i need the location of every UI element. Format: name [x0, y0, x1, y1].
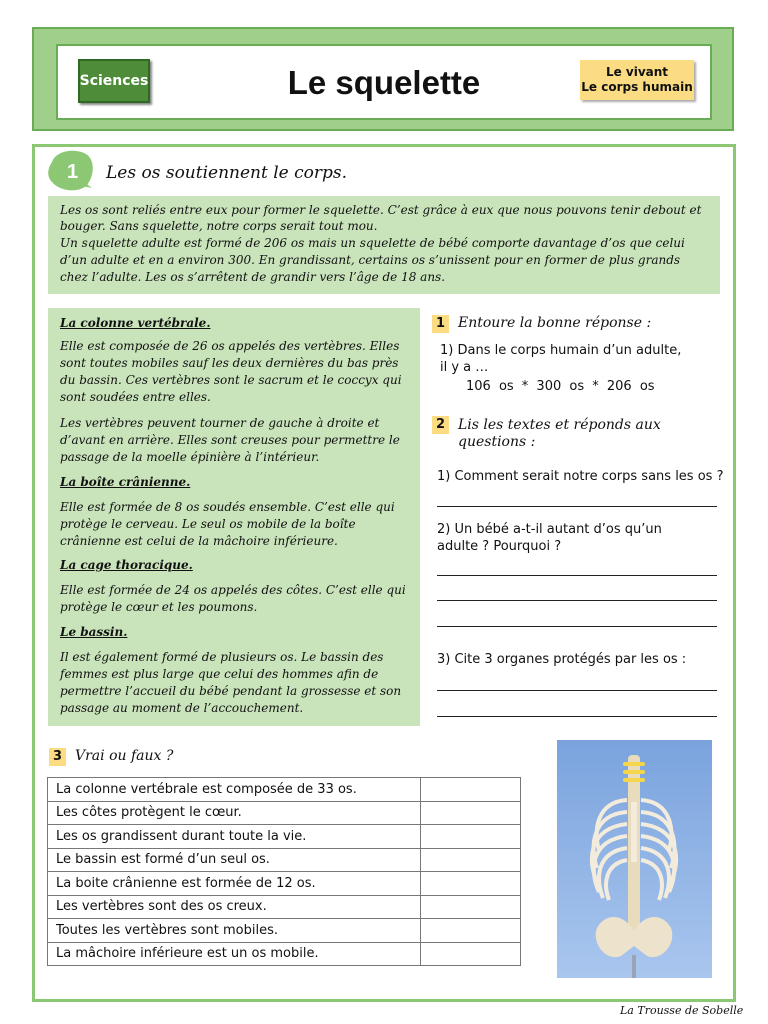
statement-cell: La colonne vertébrale est composée de 33 os.	[48, 778, 421, 802]
topic-badge	[580, 60, 694, 100]
info-heading-bassin: Le bassin.	[60, 625, 128, 639]
section-title: Les os soutiennent le corps.	[106, 163, 348, 183]
info-line: passage au moment de l’accouchement.	[60, 701, 304, 715]
info-line: crânienne est celui de la mâchoire inférieure.	[60, 534, 338, 548]
page-title: Le squelette	[287, 64, 481, 101]
exercise-2-question-3: 3) Cite 3 organes protégés par les os :	[437, 652, 687, 667]
section-number-splash-icon	[46, 148, 96, 192]
info-line: permettre l’accueil du bébé pendant la grossesse et son	[60, 684, 402, 698]
exercise-number-badge: 1	[432, 315, 449, 333]
info-line: sont toutes mobiles sauf les deux dernières du bas près	[60, 356, 399, 370]
answer-cell[interactable]	[421, 942, 521, 966]
exercise-number-badge: 3	[49, 748, 66, 766]
subject-badge: Sciences	[78, 59, 150, 103]
info-line: protège le cœur et les poumons.	[60, 600, 258, 614]
answer-line[interactable]	[437, 506, 717, 507]
info-line: Elle est formée de 24 os appelés des côtes. C’est elle qui	[60, 583, 406, 597]
answer-cell[interactable]	[421, 825, 521, 849]
answer-cell[interactable]	[421, 801, 521, 825]
table-row	[48, 825, 521, 849]
table-row	[48, 942, 521, 966]
answer-cell[interactable]	[421, 848, 521, 872]
answer-cell[interactable]	[421, 872, 521, 896]
answer-cell[interactable]	[421, 895, 521, 919]
exercise-3-title: Vrai ou faux ?	[75, 748, 174, 764]
statement-cell: La boite crânienne est formée de 12 os.	[48, 872, 421, 896]
info-line: femmes est plus large que celui des hommes afin de	[60, 667, 379, 681]
info-heading-cage: La cage thoracique.	[60, 558, 193, 572]
section-number: 1	[67, 161, 79, 183]
statement-cell: La mâchoire inférieure est un os mobile.	[48, 942, 421, 966]
info-line: passage de la moelle épinière à l’intérieur.	[60, 450, 320, 464]
info-line: Elle est composée de 26 os appelés des vertèbres. Elles	[60, 339, 400, 353]
info-line: Elle est formée de 8 os soudés ensemble. C’est elle qui	[60, 500, 395, 514]
exercise-2-question-1: 1) Comment serait notre corps sans les os ?	[437, 469, 724, 484]
intro-line: d’un adulte et en a environ 300. En grandissant, certains os s’unissent pour en former de plus grands	[60, 253, 681, 267]
exercise-1-title: Entoure la bonne réponse :	[458, 315, 652, 331]
exercise-1-question: il y a …	[440, 360, 489, 375]
answer-line[interactable]	[437, 626, 717, 627]
table-row	[48, 801, 521, 825]
answer-line[interactable]	[437, 600, 717, 601]
answer-line[interactable]	[437, 575, 717, 576]
intro-text-box	[48, 196, 720, 294]
info-line: Les vertèbres peuvent tourner de gauche à droite et	[60, 416, 380, 430]
info-heading-boite: La boîte crânienne.	[60, 475, 191, 489]
exercise-1-choices[interactable]: 106 os * 300 os * 206 os	[466, 379, 655, 394]
exercise-2-question-2: 2) Un bébé a-t-il autant d’os qu’un	[437, 522, 662, 537]
info-line: protège le cerveau. Le seul os mobile de la boîte	[60, 517, 356, 531]
statement-cell: Les os grandissent durant toute la vie.	[48, 825, 421, 849]
intro-line: bouger. Sans squelette, notre corps serait tout mou.	[60, 219, 378, 233]
exercise-2-question-2: adulte ? Pourquoi ?	[437, 539, 562, 554]
topic-line: Le corps humain	[581, 80, 693, 94]
info-line: Il est également formé de plusieurs os. Le bassin des	[60, 650, 384, 664]
statement-cell: Le bassin est formé d’un seul os.	[48, 848, 421, 872]
statement-cell: Les vertèbres sont des os creux.	[48, 895, 421, 919]
statement-cell: Les côtes protègent le cœur.	[48, 801, 421, 825]
table-row	[48, 848, 521, 872]
answer-cell[interactable]	[421, 778, 521, 802]
intro-line: chez l’adulte. Les os s’arrêtent de grandir vers l’âge de 18 ans.	[60, 270, 446, 284]
intro-line: Les os sont reliés entre eux pour former le squelette. C’est grâce à eux que nous pouvons tenir debout et	[60, 203, 702, 217]
answer-line[interactable]	[437, 690, 717, 691]
info-line: sont soudées entre elles.	[60, 390, 211, 404]
info-line: d’avant en arrière. Elles sont creuses pour permettre le	[60, 433, 400, 447]
answer-line[interactable]	[437, 716, 717, 717]
exercise-number-badge: 2	[432, 416, 449, 434]
bones-info-box	[48, 308, 420, 726]
intro-line: Un squelette adulte est formé de 206 os mais un squelette de bébé comporte davantage d’os que celui	[60, 236, 685, 250]
exercise-2-title: Lis les textes et réponds aux	[458, 417, 661, 433]
footer-credit: La Trousse de Sobelle	[620, 1004, 744, 1017]
table-row	[48, 919, 521, 943]
info-heading-colonne: La colonne vertébrale.	[60, 316, 211, 330]
exercise-1-question: 1) Dans le corps humain d’un adulte,	[440, 343, 682, 358]
table-row	[48, 895, 521, 919]
topic-line: Le vivant	[605, 65, 669, 79]
info-line: du bassin. Ces vertèbres sont le sacrum et le coccyx qui	[60, 373, 402, 387]
table-row	[48, 778, 521, 802]
answer-cell[interactable]	[421, 919, 521, 943]
skeleton-photo	[557, 740, 712, 978]
statement-cell: Toutes les vertèbres sont mobiles.	[48, 919, 421, 943]
true-false-table	[47, 777, 521, 966]
exercise-2-title: questions :	[458, 434, 536, 450]
table-row	[48, 872, 521, 896]
